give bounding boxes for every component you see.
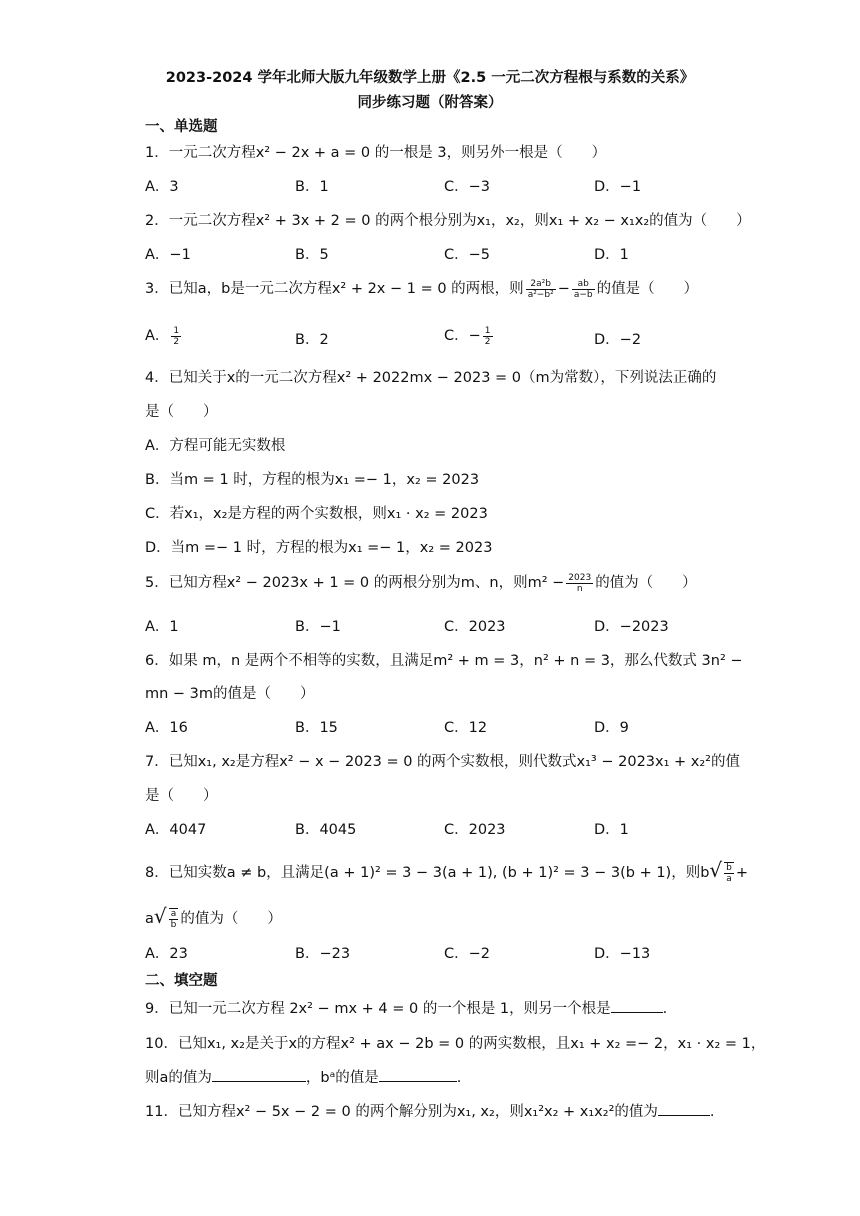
q7-option-b: B．4045 [295,822,357,838]
question-4-stem-line-2: 是（ ） [145,404,218,420]
q11-stem-text: 11．已知方程x² − 5x − 2 = 0 的两个解分别为x₁, x₂，则x₁²x₂ + x₁x₂²的值为 [145,1104,658,1120]
question-9-stem [145,997,667,1018]
q5-stem-text: 5．已知方程x² − 2023x + 1 = 0 的两根分别为m、n，则m² − [145,575,565,591]
question-1-stem: 1．一元二次方程x² − 2x + a = 0 的一根是 3，则另外一根是（ ） [145,145,607,161]
q10-stem-b: ，bᵃ的值是 [305,1070,379,1086]
doc-subtitle: 同步练习题（附答案） [357,95,503,111]
q7-option-d: D．1 [594,822,629,838]
q8-stem-a: a [145,911,154,927]
q3-fraction-2-numerator: ab [572,279,595,290]
question-5-stem [145,571,697,594]
q5-fraction-denominator: n [576,583,583,594]
q6-option-b: B．15 [295,720,338,736]
q3-option-c-fraction [483,326,493,347]
question-6-stem-line-1: 6．如果 m，n 是两个不相等的实数，且满足m² + m = 3，n² + n = 3，那么代数式 3n² − [145,653,743,669]
q3-option-a [145,324,183,347]
question-2-stem: 2．一元二次方程x² + 3x + 2 = 0 的两个根分别为x₁，x₂，则x₁ + x₂ − x₁x₂的值为（ ） [145,213,751,229]
q4-option-d: D．当m =− 1 时，方程的根为x₁ =− 1，x₂ = 2023 [145,540,493,556]
question-4-stem-line-1: 4．已知关于x的一元二次方程x² + 2022mx − 2023 = 0（m为常数），下列说法正确的 [145,370,717,386]
q11-stem-tail: . [709,1104,715,1120]
q8-root-fraction-1-numerator: b [726,863,732,873]
q3-fraction-2 [572,279,595,300]
q3-option-c [444,324,495,347]
q8-sqrt-1: √ [709,858,723,882]
q3-fraction-1 [526,279,556,300]
q6-option-a: A．16 [145,720,188,736]
question-7-stem-line-1: 7．已知x₁, x₂是方程x² − x − 2023 = 0 的两个实数根，则代数式x₁³ − 2023x₁ + x₂²的值 [145,754,740,770]
q8-option-c: C．−2 [444,946,490,962]
q4-option-a: A．方程可能无实数根 [145,438,286,454]
q5-option-b: B．−1 [295,619,341,635]
q3-fraction-1-denominator: a²−b² [527,289,554,300]
section-heading-fill-in: 二、填空题 [145,973,218,989]
q8-stem-tail: 的值为（ ） [180,911,282,927]
q5-option-d: D．−2023 [594,619,669,635]
q3-stem-text: 3．已知a，b是一元二次方程x² + 2x − 1 = 0 的两根，则 [145,281,524,297]
q8-root-fraction-1 [724,862,734,884]
q4-option-b: B．当m = 1 时，方程的根为x₁ =− 1，x₂ = 2023 [145,472,480,488]
q8-root-fraction-1-denominator: a [726,874,732,884]
q3-option-d: D．−2 [594,332,642,348]
question-8-stem-line-2 [145,904,282,930]
q3-stem-tail: 的值是（ ） [596,281,699,297]
question-8-stem-line-1 [145,858,748,884]
q8-root-fraction-2-numerator: a [169,909,179,920]
q10-stem-c: . [456,1070,462,1086]
q3-fraction-1-numerator: 2a²b [526,279,556,290]
q8-option-d: D．−13 [594,946,651,962]
q6-option-c: C．12 [444,720,488,736]
q3-option-c-numerator: 1 [484,325,491,336]
q1-option-a: A．3 [145,179,179,195]
q3-option-a-fraction [171,326,181,347]
q2-option-b: B．5 [295,247,329,263]
doc-title: 2023-2024 学年北师大版九年级数学上册《2.5 一元二次方程根与系数的关系》 [165,70,695,86]
q3-minus: − [557,281,570,297]
q8-root-fraction-2 [169,908,179,930]
q1-option-b: B．1 [295,179,329,195]
q2-option-a: A．−1 [145,247,191,263]
q3-option-b: B．2 [295,332,329,348]
q10-answer-blank-b[interactable] [379,1067,457,1082]
q5-fraction [566,573,593,594]
q8-stem-text: 8．已知实数a ≠ b，且满足(a + 1)² = 3 − 3(a + 1), (b + 1)² = 3 − 3(b + 1)，则b [145,865,710,881]
q3-fraction-2-denominator: a−b [573,289,593,300]
q10-answer-blank-a[interactable] [212,1067,306,1082]
q9-answer-blank[interactable] [611,998,663,1013]
q5-option-c: C．2023 [444,619,506,635]
q8-sqrt-2: √ [153,904,167,928]
q3-option-a-numerator: 1 [173,325,180,336]
q3-option-c-denominator: 2 [484,336,491,347]
q7-option-a: A．4047 [145,822,207,838]
q9-stem-text: 9．已知一元二次方程 2x² − mx + 4 = 0 的一个根是 1，则另一个根是 [145,1001,611,1017]
question-11-stem [145,1100,715,1121]
q9-stem-tail: . [662,1001,668,1017]
q3-option-c-label: C．− [444,328,481,344]
q6-option-d: D．9 [594,720,629,736]
q8-option-a: A．23 [145,946,188,962]
q5-stem-tail: 的值为（ ） [595,575,697,591]
section-heading-single-choice: 一、单选题 [145,119,218,135]
q1-option-c: C．−3 [444,179,490,195]
q3-option-a-label: A． [145,328,170,344]
q2-option-c: C．−5 [444,247,490,263]
q8-option-b: B．−23 [295,946,351,962]
question-10-stem-line-2 [145,1066,461,1087]
question-7-stem-line-2: 是（ ） [145,788,218,804]
q5-fraction-numerator: 2023 [568,572,592,583]
q7-option-c: C．2023 [444,822,506,838]
q1-option-d: D．−1 [594,179,642,195]
q4-option-c: C．若x₁，x₂是方程的两个实数根，则x₁ · x₂ = 2023 [145,506,488,522]
q5-option-a: A．1 [145,619,179,635]
question-3-stem [145,277,698,300]
q8-root-fraction-2-denominator: b [170,920,177,930]
q10-stem-a: 则a的值为 [145,1070,212,1086]
question-10-stem-line-1: 10．已知x₁, x₂是关于x的方程x² + ax − 2b = 0 的两实数根，且x₁ + x₂ =− 2，x₁ · x₂ = 1， [145,1036,766,1052]
question-6-stem-line-2: mn − 3m的值是（ ） [145,686,315,702]
q3-option-a-denominator: 2 [173,336,180,347]
q8-plus: + [735,865,749,881]
q11-answer-blank[interactable] [658,1101,710,1116]
q2-option-d: D．1 [594,247,629,263]
